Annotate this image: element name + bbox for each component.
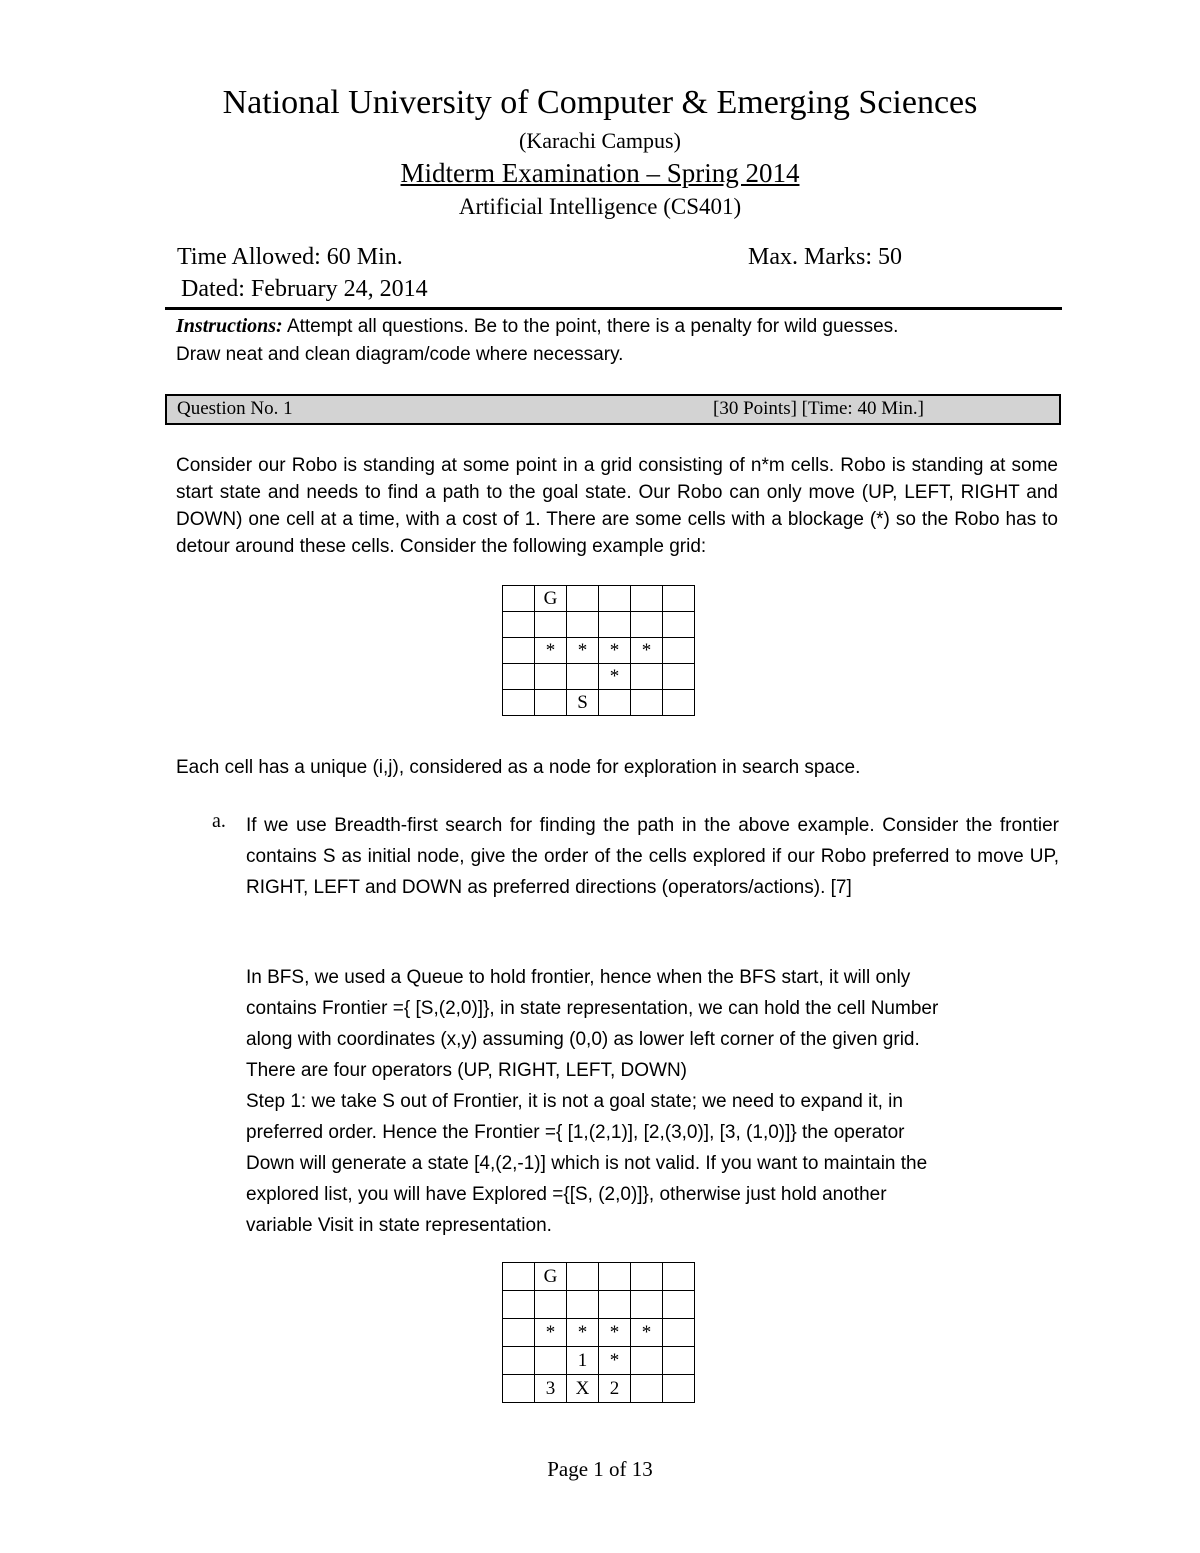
grid-cell [663,664,695,690]
part-a-label: a. [212,810,226,832]
bfs-line: There are four operators (UP, RIGHT, LEFT, DOWN) [246,1060,687,1081]
grid-cell [631,1375,663,1403]
grid-row [503,638,695,664]
grid-cell [503,664,535,690]
grid-cell [567,1291,599,1319]
grid-cell [599,586,631,612]
grid-cell [631,690,663,716]
grid-cell [663,638,695,664]
grid-cell [663,690,695,716]
grid-cell [599,1263,631,1291]
grid-cell: * [599,1347,631,1375]
grid-cell: * [567,638,599,664]
grid-cell [535,612,567,638]
grid-cell [503,638,535,664]
instructions-line2: Draw neat and clean diagram/code where necessary. [176,344,624,365]
exam-title: Midterm Examination – Spring 2014 [400,158,800,188]
grid-cell: * [535,1319,567,1347]
bfs-line: In BFS, we used a Queue to hold frontier, hence when the BFS start, it will only [246,967,911,988]
grid-cell: 2 [599,1375,631,1403]
grid-cell [663,586,695,612]
grid-cell [503,1263,535,1291]
bfs-line: along with coordinates (x,y) assuming (0,0) as lower left corner of the given grid. [246,1029,920,1050]
question-title: Question No. 1 [177,398,293,419]
grid-cell: 1 [567,1347,599,1375]
grid-cell [567,664,599,690]
grid-cell [663,1347,695,1375]
grid-cell [503,1375,535,1403]
bfs-line: variable Visit in state representation. [246,1215,552,1236]
example-grid [502,585,695,716]
bfs-line: Down will generate a state [4,(2,-1)] which is not valid. If you want to maintain the [246,1153,928,1174]
grid-cell [663,1291,695,1319]
grid-cell [535,1347,567,1375]
part-a-question: If we use Breadth-first search for finding the path in the above example. Consider the frontier contains S as initial node, give the order of the cells explored if our Robo preferred to move UP, RIGHT, LEFT and DOWN as preferred directions (operators/actions). [7] [246,815,1059,898]
campus-name: (Karachi Campus) [519,128,681,153]
university-name: National University of Computer & Emerging Sciences [222,84,978,121]
grid-cell [503,1347,535,1375]
course-title: Artificial Intelligence (CS401) [458,194,742,219]
exam-date: Dated: February 24, 2014 [181,276,428,302]
header-divider [165,307,1062,310]
instructions-label: Instructions: [176,315,283,337]
grid-row [503,690,695,716]
grid-cell: * [631,638,663,664]
bfs-line: Step 1: we take S out of Frontier, it is not a goal state; we need to expand it, in [246,1091,903,1112]
grid-cell [535,1291,567,1319]
grid-cell: G [535,586,567,612]
grid-cell [535,664,567,690]
grid-cell: * [567,1319,599,1347]
grid-cell [503,1291,535,1319]
grid-cell: X [567,1375,599,1403]
grid-cell: * [599,1319,631,1347]
grid-cell [599,1291,631,1319]
page-number: Page 1 of 13 [547,1457,653,1481]
grid-cell [631,664,663,690]
max-marks: Max. Marks: 50 [748,244,902,270]
grid-cell [503,586,535,612]
bfs-line: contains Frontier ={ [S,(2,0)]}, in state representation, we can hold the cell Number [246,998,939,1019]
question-points: [30 Points] [Time: 40 Min.] [713,398,924,419]
grid-row [503,586,695,612]
grid-row [503,612,695,638]
grid-cell [631,1347,663,1375]
grid-cell [535,690,567,716]
grid-cell: * [599,664,631,690]
cell-description: Each cell has a unique (i,j), considered as a node for exploration in search space. [176,757,861,778]
grid-cell [631,1263,663,1291]
grid-row [503,1347,695,1375]
grid-cell [599,612,631,638]
grid-cell: * [599,638,631,664]
grid-cell [631,586,663,612]
grid-cell: G [535,1263,567,1291]
grid-cell: * [631,1319,663,1347]
grid-cell [631,1291,663,1319]
grid-cell: S [567,690,599,716]
grid-cell [503,612,535,638]
bfs-line: preferred order. Hence the Frontier ={ [1,(2,1)], [2,(3,0)], [3, (1,0)]} the operator [246,1122,905,1143]
grid-cell [663,1263,695,1291]
grid-row [503,1375,695,1403]
grid-cell [663,1375,695,1403]
grid-cell: 3 [535,1375,567,1403]
grid-row [503,664,695,690]
grid-cell [567,1263,599,1291]
time-allowed: Time Allowed: 60 Min. [177,244,403,270]
instructions-line1: Attempt all questions. Be to the point, there is a penalty for wild guesses. [286,316,899,337]
question-intro: Consider our Robo is standing at some point in a grid consisting of n*m cells. Robo is standing at some start state and needs to find a path to the goal state. Our Robo can only move (UP, LEFT, RIGHT and DOWN) one cell at a time, with a cost of 1. There are some cells with a blockage (*) so the Robo has to detour around these cells. Consider the following example grid: [176,455,1058,557]
grid-cell [663,612,695,638]
grid-row [503,1319,695,1347]
grid-cell [599,690,631,716]
grid-cell [631,612,663,638]
grid-row [503,1263,695,1291]
bfs-step-grid [502,1262,695,1403]
grid-cell [503,1319,535,1347]
grid-cell [663,1319,695,1347]
question-header-bar [165,394,1061,425]
grid-cell [567,586,599,612]
grid-cell [503,690,535,716]
grid-row [503,1291,695,1319]
bfs-line: explored list, you will have Explored ={[S, (2,0)]}, otherwise just hold another [246,1184,887,1205]
grid-cell [567,612,599,638]
instructions [176,312,1066,369]
grid-cell: * [535,638,567,664]
bfs-answer [246,962,1061,1241]
